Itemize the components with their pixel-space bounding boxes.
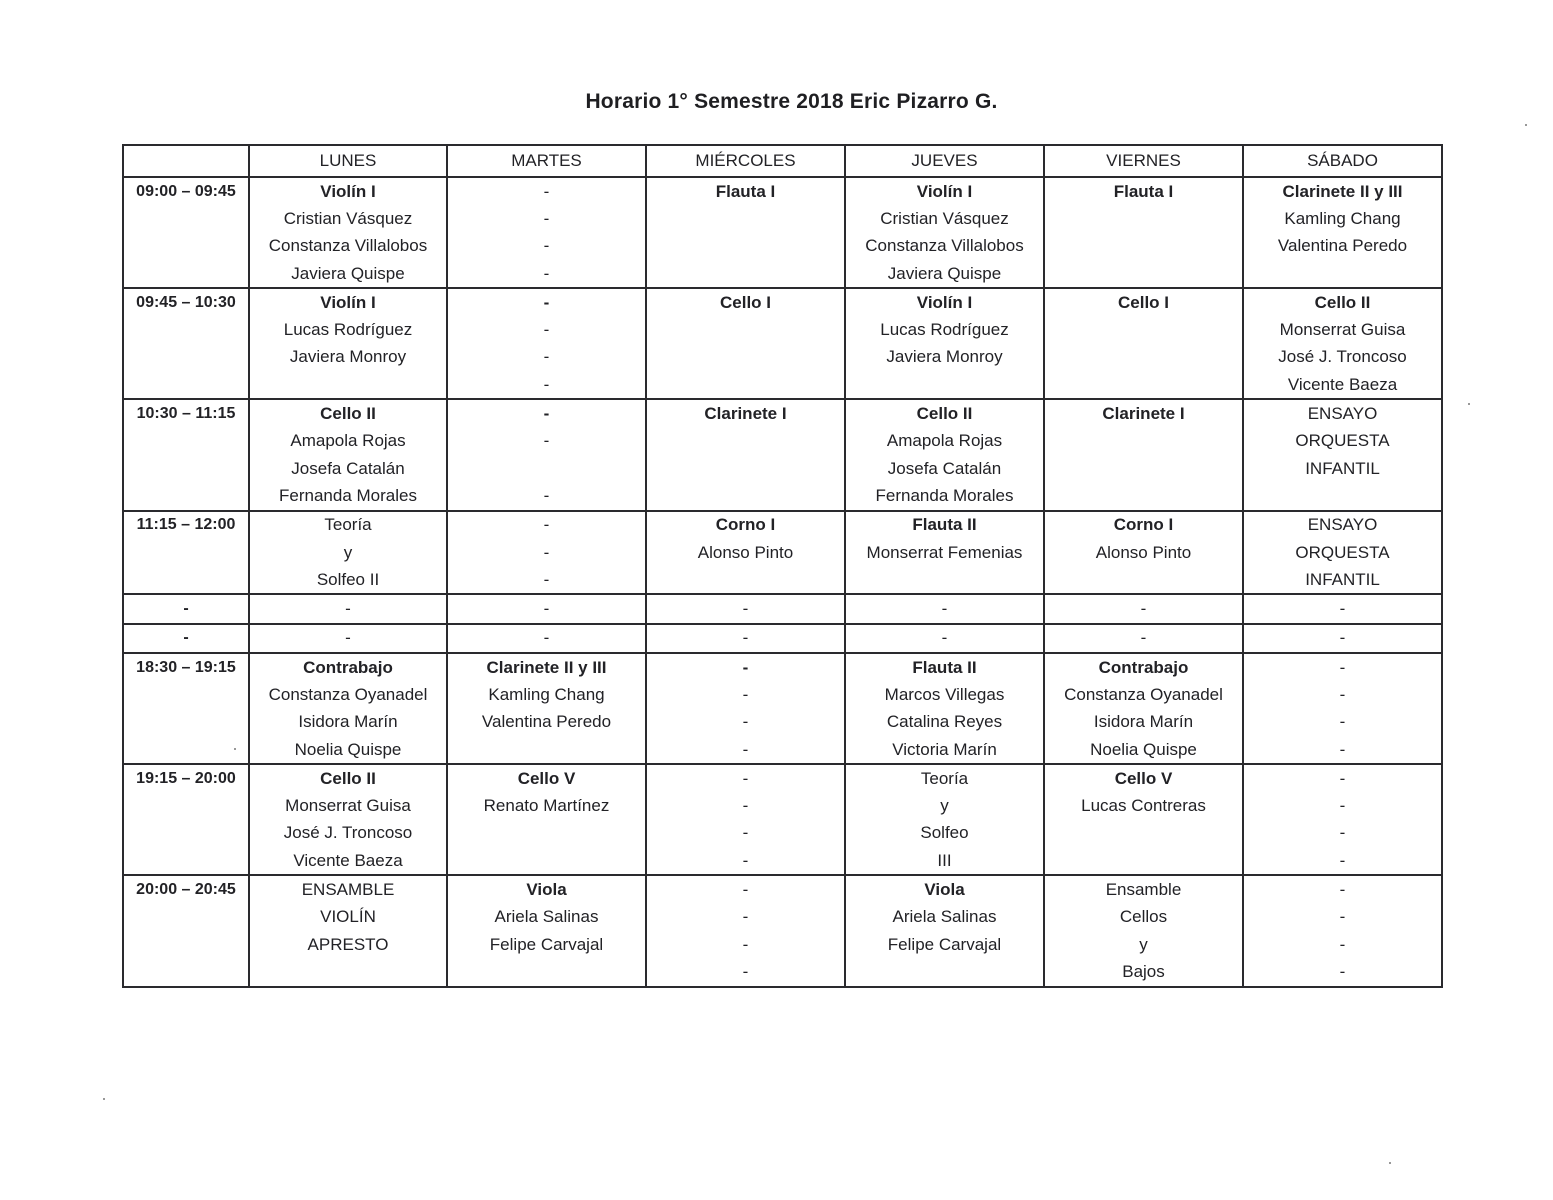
cell-sabado: - — [1243, 736, 1442, 764]
cell-sabado: Vicente Baeza — [1243, 371, 1442, 399]
cell-miercoles: - — [646, 931, 845, 958]
cell-lunes: Javiera Quispe — [249, 260, 447, 288]
cell-lunes: Javiera Monroy — [249, 344, 447, 371]
cell-sabado: - — [1243, 681, 1442, 708]
cell-lunes: Cello II — [249, 764, 447, 792]
table-row — [123, 793, 1442, 820]
cell-sabado: INFANTIL — [1243, 566, 1442, 594]
cell-jueves: - — [845, 624, 1044, 653]
cell-miercoles: Corno I — [646, 511, 845, 539]
cell-martes: Felipe Carvajal — [447, 931, 646, 958]
cell-jueves: - — [845, 594, 1044, 623]
cell-time — [123, 709, 249, 736]
table-row — [123, 233, 1442, 260]
cell-jueves: Lucas Rodríguez — [845, 316, 1044, 343]
cell-jueves: Violín I — [845, 177, 1044, 205]
cell-viernes: Alonso Pinto — [1044, 539, 1243, 566]
table-row — [123, 847, 1442, 875]
cell-jueves: Amapola Rojas — [845, 428, 1044, 455]
cell-miercoles: Clarinete I — [646, 399, 845, 427]
cell-lunes — [249, 958, 447, 986]
table-row — [123, 371, 1442, 399]
schedule-body — [123, 177, 1442, 987]
scan-speck — [1389, 1162, 1391, 1164]
cell-martes: Cello V — [447, 764, 646, 792]
table-row — [123, 455, 1442, 482]
cell-sabado: - — [1243, 624, 1442, 653]
cell-miercoles — [646, 233, 845, 260]
cell-martes — [447, 847, 646, 875]
cell-martes: - — [447, 594, 646, 623]
cell-viernes — [1044, 847, 1243, 875]
cell-time: 19:15 – 20:00 — [123, 764, 249, 792]
cell-miercoles — [646, 344, 845, 371]
cell-time — [123, 847, 249, 875]
cell-miercoles: Alonso Pinto — [646, 539, 845, 566]
cell-jueves — [845, 371, 1044, 399]
cell-viernes — [1044, 371, 1243, 399]
cell-time: 11:15 – 12:00 — [123, 511, 249, 539]
cell-lunes: APRESTO — [249, 931, 447, 958]
cell-viernes: Cellos — [1044, 904, 1243, 931]
cell-martes: Clarinete II y III — [447, 653, 646, 681]
cell-martes: - — [447, 566, 646, 594]
cell-viernes: Corno I — [1044, 511, 1243, 539]
cell-sabado: - — [1243, 793, 1442, 820]
cell-lunes: Violín I — [249, 288, 447, 316]
table-row — [123, 482, 1442, 510]
cell-miercoles: - — [646, 958, 845, 986]
cell-miercoles — [646, 371, 845, 399]
cell-lunes: ENSAMBLE — [249, 875, 447, 903]
page-title: Horario 1° Semestre 2018 Eric Pizarro G. — [585, 90, 998, 113]
cell-martes: Renato Martínez — [447, 793, 646, 820]
table-row — [123, 875, 1442, 903]
cell-miercoles: - — [646, 681, 845, 708]
table-row — [123, 624, 1442, 653]
cell-viernes — [1044, 344, 1243, 371]
table-row — [123, 511, 1442, 539]
cell-sabado: - — [1243, 594, 1442, 623]
cell-lunes: y — [249, 539, 447, 566]
cell-miercoles — [646, 455, 845, 482]
cell-miercoles: - — [646, 624, 845, 653]
cell-time — [123, 681, 249, 708]
schedule-table — [122, 144, 1443, 988]
table-row — [123, 653, 1442, 681]
cell-miercoles: - — [646, 904, 845, 931]
cell-lunes: Teoría — [249, 511, 447, 539]
scan-speck — [1525, 124, 1527, 126]
cell-sabado — [1243, 482, 1442, 510]
cell-jueves: Catalina Reyes — [845, 709, 1044, 736]
cell-martes: - — [447, 288, 646, 316]
cell-lunes: José J. Troncoso — [249, 820, 447, 847]
cell-lunes: VIOLÍN — [249, 904, 447, 931]
cell-lunes: Constanza Oyanadel — [249, 681, 447, 708]
cell-viernes: Contrabajo — [1044, 653, 1243, 681]
cell-time — [123, 371, 249, 399]
cell-viernes — [1044, 482, 1243, 510]
cell-time — [123, 793, 249, 820]
cell-viernes — [1044, 260, 1243, 288]
cell-jueves: Teoría — [845, 764, 1044, 792]
table-row — [123, 177, 1442, 205]
cell-jueves: Solfeo — [845, 820, 1044, 847]
cell-martes: - — [447, 205, 646, 232]
cell-sabado — [1243, 260, 1442, 288]
table-row — [123, 539, 1442, 566]
cell-time — [123, 233, 249, 260]
cell-time — [123, 316, 249, 343]
table-row — [123, 958, 1442, 986]
cell-miercoles: - — [646, 820, 845, 847]
cell-miercoles — [646, 482, 845, 510]
cell-martes: - — [447, 482, 646, 510]
cell-sabado: José J. Troncoso — [1243, 344, 1442, 371]
header-cell-miercoles: MIÉRCOLES — [646, 145, 845, 177]
cell-lunes: Contrabajo — [249, 653, 447, 681]
table-row — [123, 904, 1442, 931]
cell-jueves — [845, 566, 1044, 594]
cell-jueves: Fernanda Morales — [845, 482, 1044, 510]
cell-jueves: Constanza Villalobos — [845, 233, 1044, 260]
cell-time — [123, 904, 249, 931]
cell-miercoles: - — [646, 764, 845, 792]
cell-lunes: Constanza Villalobos — [249, 233, 447, 260]
cell-viernes: Lucas Contreras — [1044, 793, 1243, 820]
cell-lunes: Amapola Rojas — [249, 428, 447, 455]
cell-sabado: Clarinete II y III — [1243, 177, 1442, 205]
cell-sabado: - — [1243, 931, 1442, 958]
cell-lunes: Vicente Baeza — [249, 847, 447, 875]
cell-miercoles: - — [646, 847, 845, 875]
cell-martes: Viola — [447, 875, 646, 903]
table-row — [123, 428, 1442, 455]
cell-jueves: Flauta II — [845, 653, 1044, 681]
cell-lunes: Solfeo II — [249, 566, 447, 594]
cell-martes: - — [447, 260, 646, 288]
cell-jueves: Viola — [845, 875, 1044, 903]
cell-miercoles — [646, 316, 845, 343]
cell-sabado: ORQUESTA — [1243, 539, 1442, 566]
cell-time — [123, 931, 249, 958]
cell-jueves: Monserrat Femenias — [845, 539, 1044, 566]
cell-viernes — [1044, 455, 1243, 482]
cell-miercoles — [646, 428, 845, 455]
cell-time: 09:00 – 09:45 — [123, 177, 249, 205]
cell-martes: - — [447, 624, 646, 653]
cell-miercoles: - — [646, 875, 845, 903]
table-row — [123, 566, 1442, 594]
cell-time — [123, 820, 249, 847]
cell-miercoles — [646, 205, 845, 232]
cell-lunes: Noelia Quispe — [249, 736, 447, 764]
table-row — [123, 736, 1442, 764]
cell-time — [123, 260, 249, 288]
cell-miercoles: Cello I — [646, 288, 845, 316]
header-cell-lunes: LUNES — [249, 145, 447, 177]
cell-martes: - — [447, 539, 646, 566]
cell-time — [123, 344, 249, 371]
cell-viernes: Isidora Marín — [1044, 709, 1243, 736]
cell-viernes: Bajos — [1044, 958, 1243, 986]
cell-viernes — [1044, 316, 1243, 343]
header-cell-time — [123, 145, 249, 177]
cell-time — [123, 539, 249, 566]
table-row — [123, 260, 1442, 288]
cell-sabado: - — [1243, 904, 1442, 931]
cell-jueves: Ariela Salinas — [845, 904, 1044, 931]
cell-sabado: - — [1243, 958, 1442, 986]
cell-jueves: III — [845, 847, 1044, 875]
cell-time: 09:45 – 10:30 — [123, 288, 249, 316]
cell-sabado: Cello II — [1243, 288, 1442, 316]
cell-martes: - — [447, 399, 646, 427]
cell-martes: Valentina Peredo — [447, 709, 646, 736]
cell-martes — [447, 455, 646, 482]
cell-lunes — [249, 371, 447, 399]
cell-viernes: - — [1044, 594, 1243, 623]
cell-martes: - — [447, 344, 646, 371]
cell-lunes: Cristian Vásquez — [249, 205, 447, 232]
header-cell-jueves: JUEVES — [845, 145, 1044, 177]
header-cell-martes: MARTES — [447, 145, 646, 177]
cell-time: 10:30 – 11:15 — [123, 399, 249, 427]
cell-lunes: Violín I — [249, 177, 447, 205]
cell-miercoles: - — [646, 736, 845, 764]
cell-lunes: Monserrat Guisa — [249, 793, 447, 820]
cell-lunes: Fernanda Morales — [249, 482, 447, 510]
table-row — [123, 594, 1442, 623]
cell-jueves: Cristian Vásquez — [845, 205, 1044, 232]
cell-sabado: - — [1243, 847, 1442, 875]
cell-martes: Ariela Salinas — [447, 904, 646, 931]
cell-viernes — [1044, 566, 1243, 594]
cell-time — [123, 455, 249, 482]
cell-viernes — [1044, 820, 1243, 847]
cell-martes: - — [447, 511, 646, 539]
table-row — [123, 344, 1442, 371]
cell-viernes: Clarinete I — [1044, 399, 1243, 427]
scan-speck — [103, 1098, 105, 1100]
cell-miercoles: - — [646, 594, 845, 623]
cell-jueves: Javiera Monroy — [845, 344, 1044, 371]
cell-martes: - — [447, 316, 646, 343]
cell-jueves: Felipe Carvajal — [845, 931, 1044, 958]
cell-martes: - — [447, 428, 646, 455]
cell-viernes: Ensamble — [1044, 875, 1243, 903]
cell-time: - — [123, 624, 249, 653]
cell-jueves: y — [845, 793, 1044, 820]
cell-time: 18:30 – 19:15 — [123, 653, 249, 681]
cell-jueves: Flauta II — [845, 511, 1044, 539]
cell-lunes: - — [249, 594, 447, 623]
cell-viernes: - — [1044, 624, 1243, 653]
cell-lunes: Josefa Catalán — [249, 455, 447, 482]
cell-viernes — [1044, 428, 1243, 455]
cell-viernes: y — [1044, 931, 1243, 958]
cell-lunes: - — [249, 624, 447, 653]
cell-jueves: Violín I — [845, 288, 1044, 316]
table-row — [123, 399, 1442, 427]
cell-time: 20:00 – 20:45 — [123, 875, 249, 903]
scan-speck — [234, 748, 236, 750]
cell-viernes — [1044, 233, 1243, 260]
table-row — [123, 205, 1442, 232]
cell-viernes — [1044, 205, 1243, 232]
table-row — [123, 288, 1442, 316]
cell-lunes: Cello II — [249, 399, 447, 427]
cell-miercoles: - — [646, 709, 845, 736]
cell-martes: Kamling Chang — [447, 681, 646, 708]
cell-viernes: Cello I — [1044, 288, 1243, 316]
cell-martes — [447, 736, 646, 764]
cell-miercoles: - — [646, 793, 845, 820]
cell-sabado: Monserrat Guisa — [1243, 316, 1442, 343]
cell-sabado: ENSAYO — [1243, 399, 1442, 427]
cell-time — [123, 482, 249, 510]
cell-sabado: ORQUESTA — [1243, 428, 1442, 455]
cell-miercoles: Flauta I — [646, 177, 845, 205]
table-row — [123, 681, 1442, 708]
cell-sabado: - — [1243, 875, 1442, 903]
cell-jueves: Marcos Villegas — [845, 681, 1044, 708]
cell-lunes: Lucas Rodríguez — [249, 316, 447, 343]
cell-time: - — [123, 594, 249, 623]
cell-martes — [447, 820, 646, 847]
cell-miercoles — [646, 260, 845, 288]
header-cell-viernes: VIERNES — [1044, 145, 1243, 177]
table-row — [123, 931, 1442, 958]
cell-sabado: ENSAYO — [1243, 511, 1442, 539]
cell-martes — [447, 958, 646, 986]
cell-viernes: Noelia Quispe — [1044, 736, 1243, 764]
cell-sabado: INFANTIL — [1243, 455, 1442, 482]
cell-time — [123, 566, 249, 594]
table-row — [123, 764, 1442, 792]
cell-viernes: Cello V — [1044, 764, 1243, 792]
cell-viernes: Flauta I — [1044, 177, 1243, 205]
cell-viernes: Constanza Oyanadel — [1044, 681, 1243, 708]
cell-sabado: - — [1243, 653, 1442, 681]
cell-lunes: Isidora Marín — [249, 709, 447, 736]
scan-speck — [1468, 403, 1470, 405]
cell-jueves: Josefa Catalán — [845, 455, 1044, 482]
cell-miercoles — [646, 566, 845, 594]
table-header-row — [123, 145, 1442, 177]
cell-sabado: - — [1243, 709, 1442, 736]
cell-time — [123, 736, 249, 764]
cell-miercoles: - — [646, 653, 845, 681]
table-row — [123, 820, 1442, 847]
cell-time — [123, 428, 249, 455]
cell-martes: - — [447, 233, 646, 260]
table-row — [123, 316, 1442, 343]
header-cell-sabado: SÁBADO — [1243, 145, 1442, 177]
cell-time — [123, 205, 249, 232]
cell-time — [123, 958, 249, 986]
cell-jueves — [845, 958, 1044, 986]
cell-sabado: - — [1243, 764, 1442, 792]
cell-jueves: Cello II — [845, 399, 1044, 427]
cell-sabado: - — [1243, 820, 1442, 847]
table-row — [123, 709, 1442, 736]
cell-martes: - — [447, 177, 646, 205]
cell-sabado: Kamling Chang — [1243, 205, 1442, 232]
cell-jueves: Victoria Marín — [845, 736, 1044, 764]
cell-jueves: Javiera Quispe — [845, 260, 1044, 288]
cell-martes: - — [447, 371, 646, 399]
cell-sabado: Valentina Peredo — [1243, 233, 1442, 260]
